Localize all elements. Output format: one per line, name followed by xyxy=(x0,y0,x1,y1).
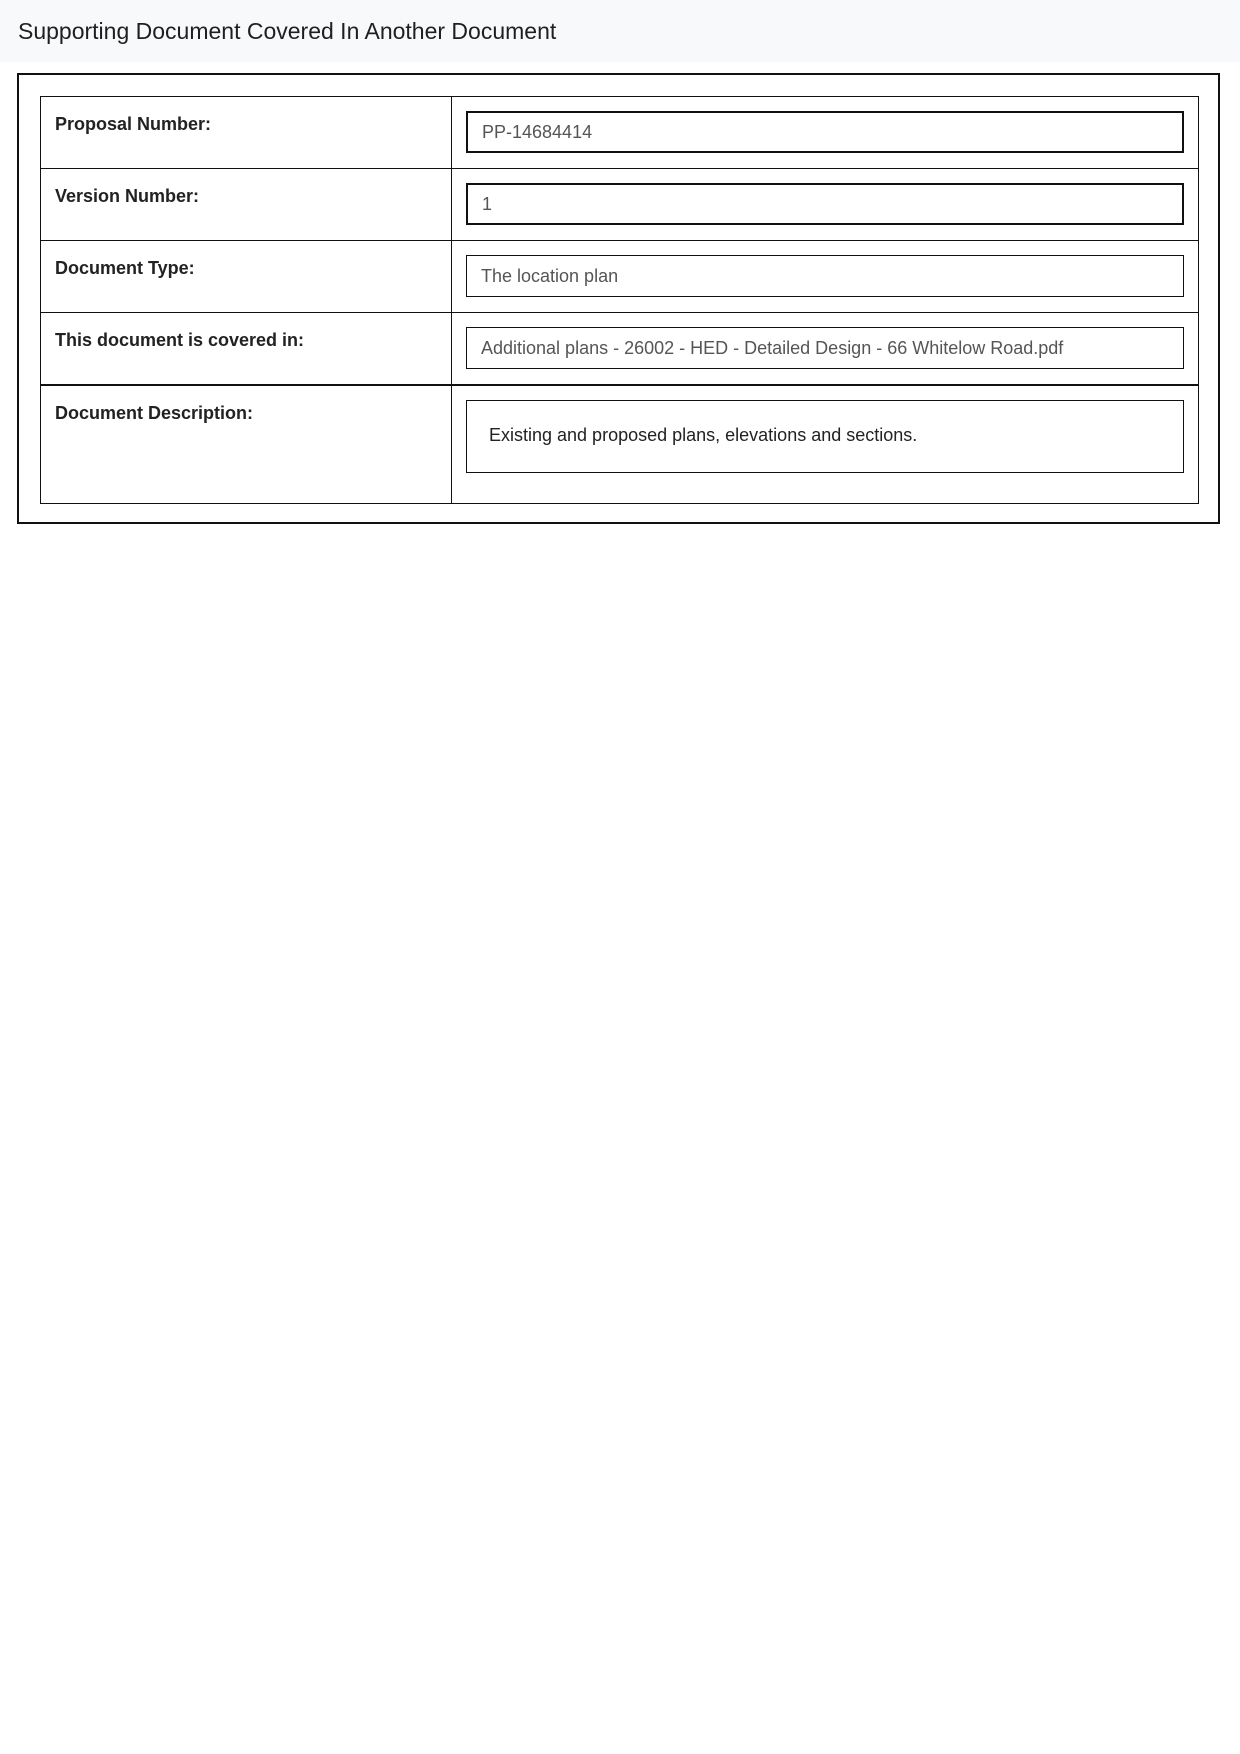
covered-in-row xyxy=(41,313,1199,385)
document-type-label: Document Type: xyxy=(55,258,195,278)
version-number-label: Version Number: xyxy=(55,186,200,206)
document-description-label-cell xyxy=(41,385,452,504)
proposal-number-row xyxy=(41,97,1199,169)
proposal-number-label: Proposal Number: xyxy=(55,114,212,134)
covered-in-value-cell xyxy=(452,313,1199,385)
document-description-row xyxy=(41,385,1199,504)
document-type-row xyxy=(41,241,1199,313)
document-description-textarea[interactable]: Existing and proposed plans, elevations and sections. xyxy=(466,400,1184,473)
version-number-label-cell xyxy=(41,169,452,241)
version-number-row xyxy=(41,169,1199,241)
covered-in-label: This document is covered in: xyxy=(55,330,305,350)
page-title: Supporting Document Covered In Another Document xyxy=(18,18,557,44)
document-type-field[interactable]: The location plan xyxy=(466,255,1184,297)
document-type-label-cell xyxy=(41,241,452,313)
document-description-value-cell xyxy=(452,385,1199,504)
proposal-number-label-cell xyxy=(41,97,452,169)
document-description-label: Document Description: xyxy=(55,402,254,423)
version-number-value-cell xyxy=(452,169,1199,241)
document-details-table xyxy=(40,96,1199,504)
version-number-field[interactable]: 1 xyxy=(466,183,1184,225)
document-type-value-cell xyxy=(452,241,1199,313)
covered-in-label-cell xyxy=(41,313,452,385)
proposal-number-value-cell xyxy=(452,97,1199,169)
covered-in-field[interactable]: Additional plans - 26002 - HED - Detailed Design - 66 Whitelow Road.pdf xyxy=(466,327,1184,369)
proposal-number-field[interactable]: PP-14684414 xyxy=(466,111,1184,153)
page-header xyxy=(0,0,1240,62)
